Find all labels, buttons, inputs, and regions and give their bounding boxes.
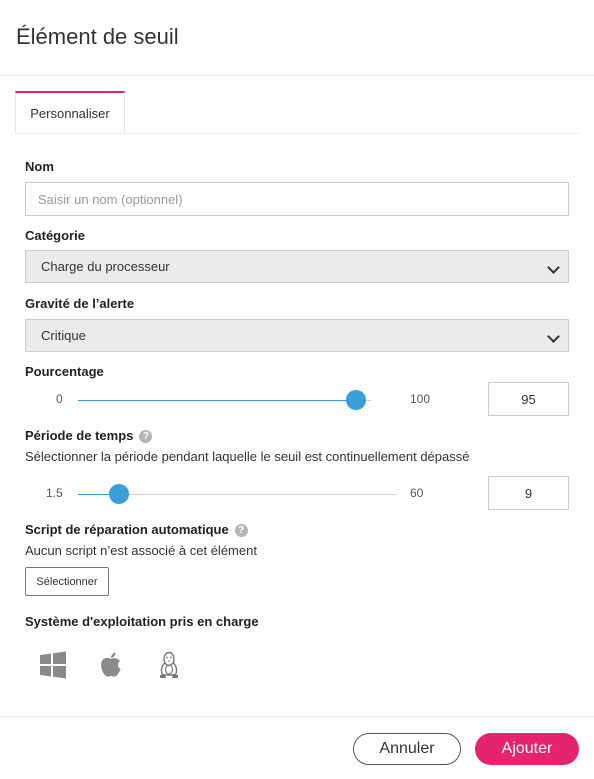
windows-icon	[38, 650, 68, 680]
script-label	[25, 522, 248, 537]
tab-personnaliser[interactable]: Personnaliser	[15, 91, 125, 133]
script-label-text: Script de réparation automatique	[25, 522, 229, 537]
script-description: Aucun script n’est associé à cet élément	[25, 543, 257, 558]
percentage-value-input[interactable]: 95	[488, 382, 569, 416]
percentage-label: Pourcentage	[25, 364, 104, 379]
help-icon[interactable]: ?	[139, 430, 152, 443]
category-select[interactable]	[25, 250, 569, 283]
time-period-slider-thumb[interactable]	[109, 484, 129, 504]
chevron-down-icon	[547, 261, 560, 274]
dialog-title: Élément de seuil	[16, 24, 179, 49]
time-period-slider-track[interactable]	[78, 494, 396, 495]
os-label: Système d'exploitation pris en charge	[25, 614, 259, 629]
percentage-slider-thumb[interactable]	[346, 390, 366, 410]
time-period-max-label: 60	[410, 486, 424, 500]
percentage-slider-track[interactable]	[78, 400, 371, 401]
dialog-footer-divider	[0, 716, 594, 717]
category-label: Catégorie	[25, 228, 85, 243]
select-script-button[interactable]: Sélectionner	[25, 567, 109, 596]
percentage-min-label: 0	[56, 392, 63, 406]
tab-bar	[15, 91, 580, 134]
linux-icon	[154, 650, 184, 680]
add-button[interactable]: Ajouter	[475, 733, 579, 765]
time-period-min-label: 1.5	[46, 486, 63, 500]
chevron-down-icon	[547, 330, 560, 343]
time-period-value-input[interactable]: 9	[488, 476, 569, 510]
name-label: Nom	[25, 159, 54, 174]
time-period-label	[25, 428, 152, 443]
category-selected-value: Charge du processeur	[41, 259, 170, 274]
name-input[interactable]: Saisir un nom (optionnel)	[25, 182, 569, 216]
time-period-label-text: Période de temps	[25, 428, 134, 443]
cancel-button[interactable]: Annuler	[353, 733, 461, 765]
apple-icon	[96, 650, 126, 680]
percentage-max-label: 100	[410, 392, 431, 406]
severity-select[interactable]	[25, 319, 569, 352]
help-icon[interactable]: ?	[235, 524, 248, 537]
percentage-slider-fill	[78, 400, 356, 401]
severity-label: Gravité de l’alerte	[25, 296, 135, 311]
severity-selected-value: Critique	[41, 328, 86, 343]
time-period-description: Sélectionner la période pendant laquelle le seuil est continuellement dépassé	[25, 449, 470, 464]
